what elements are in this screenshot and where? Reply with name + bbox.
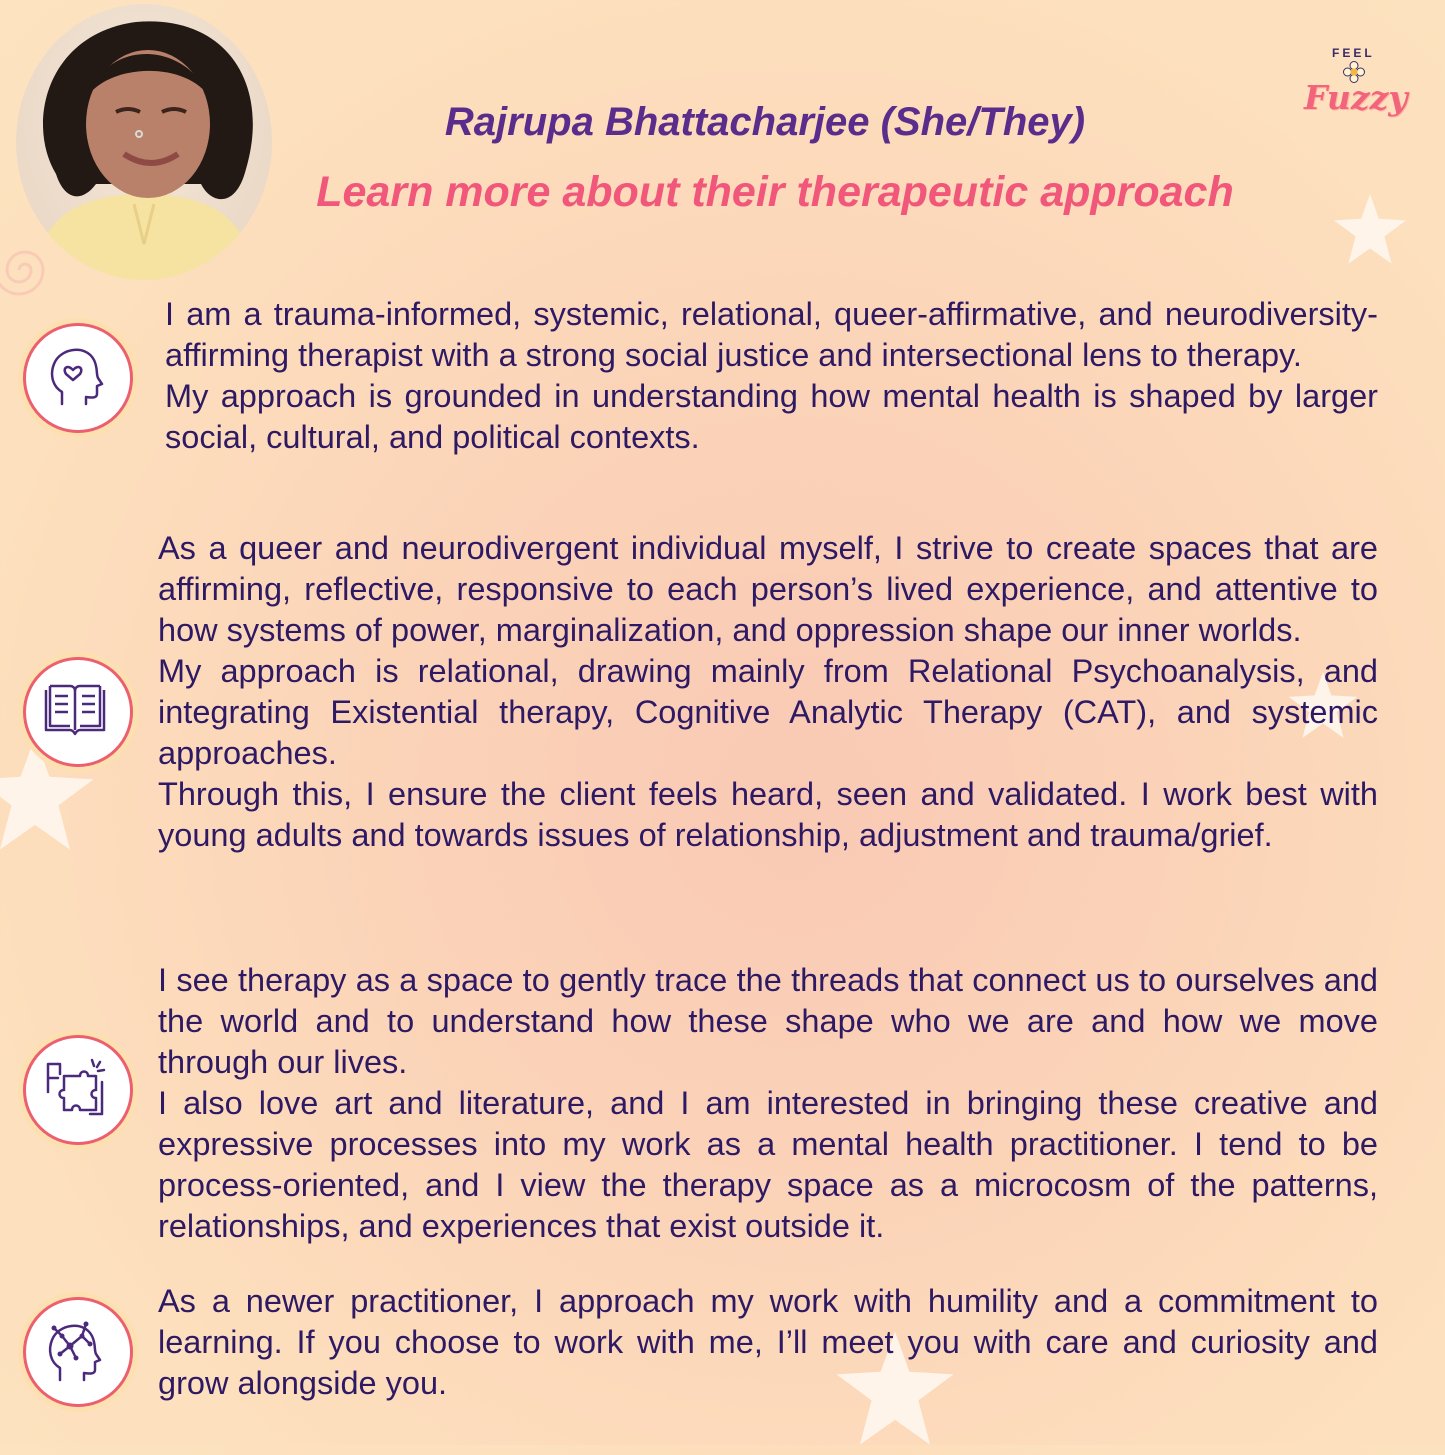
section-1-icon-badge (18, 318, 138, 438)
paragraph: As a newer practitioner, I approach my work with humility and a commitment to learning. If you choose to work with me, I’ll meet you with care and curiosity and grow alongside you. (158, 1283, 1378, 1401)
section-3-icon-badge (18, 1030, 138, 1150)
profile-photo (16, 4, 272, 280)
paragraph: I also love art and literature, and I am interested in bringing these creative and expressive processes into my work as a mental health practitioner. I tend to be process-oriented, and I view the therapy space as a microcosm of the patterns, relationships, and experiences that exist outside it. (158, 1085, 1378, 1244)
paragraph: I see therapy as a space to gently trace the threads that connect us to ourselves and the world and to understand how these shape who we are and how we move through our lives. (158, 962, 1378, 1080)
puzzle-people-icon (40, 1052, 110, 1122)
paragraph: My approach is relational, drawing mainly from Relational Psychoanalysis, and integrating Existential therapy, Cognitive Analytic Therapy (CAT), and systemic approaches. (158, 653, 1378, 771)
paragraph: As a queer and neurodivergent individual myself, I strive to create spaces that are affirming, reflective, responsive to each person’s lived experience, and attentive to how systems of power, marginalization, and oppression shape our inner worlds. (158, 530, 1378, 648)
section-4-icon-badge (18, 1292, 138, 1412)
therapist-name: Rajrupa Bhattacharjee (She/They) (444, 100, 1086, 144)
network-head-icon (40, 1314, 110, 1384)
open-book-icon (40, 674, 110, 744)
section-1-text (165, 294, 1378, 458)
feel-fuzzy-logo (1300, 46, 1416, 126)
paragraph: My approach is grounded in understanding how mental health is shaped by larger social, cultural, and political contexts. (165, 378, 1378, 455)
logo-feel-text: FEEL (1332, 46, 1375, 60)
star-decoration-top-right (1330, 190, 1410, 270)
section-3-text (158, 960, 1378, 1247)
paragraph: Through this, I ensure the client feels heard, seen and validated. I work best with young adults and towards issues of relationship, adjustment and trauma/grief. (158, 776, 1378, 853)
section-4-text (158, 1281, 1378, 1404)
approach-tagline: Learn more about their therapeutic approach (316, 168, 1234, 216)
section-2-icon-badge (18, 652, 138, 772)
heart-head-icon (40, 340, 110, 410)
section-2-text (158, 528, 1378, 856)
logo-brand-text: Fuzzy (1304, 78, 1408, 117)
paragraph: I am a trauma-informed, systemic, relational, queer-affirmative, and neurodiversity-affirming therapist with a strong social justice and intersectional lens to therapy. (165, 296, 1378, 373)
